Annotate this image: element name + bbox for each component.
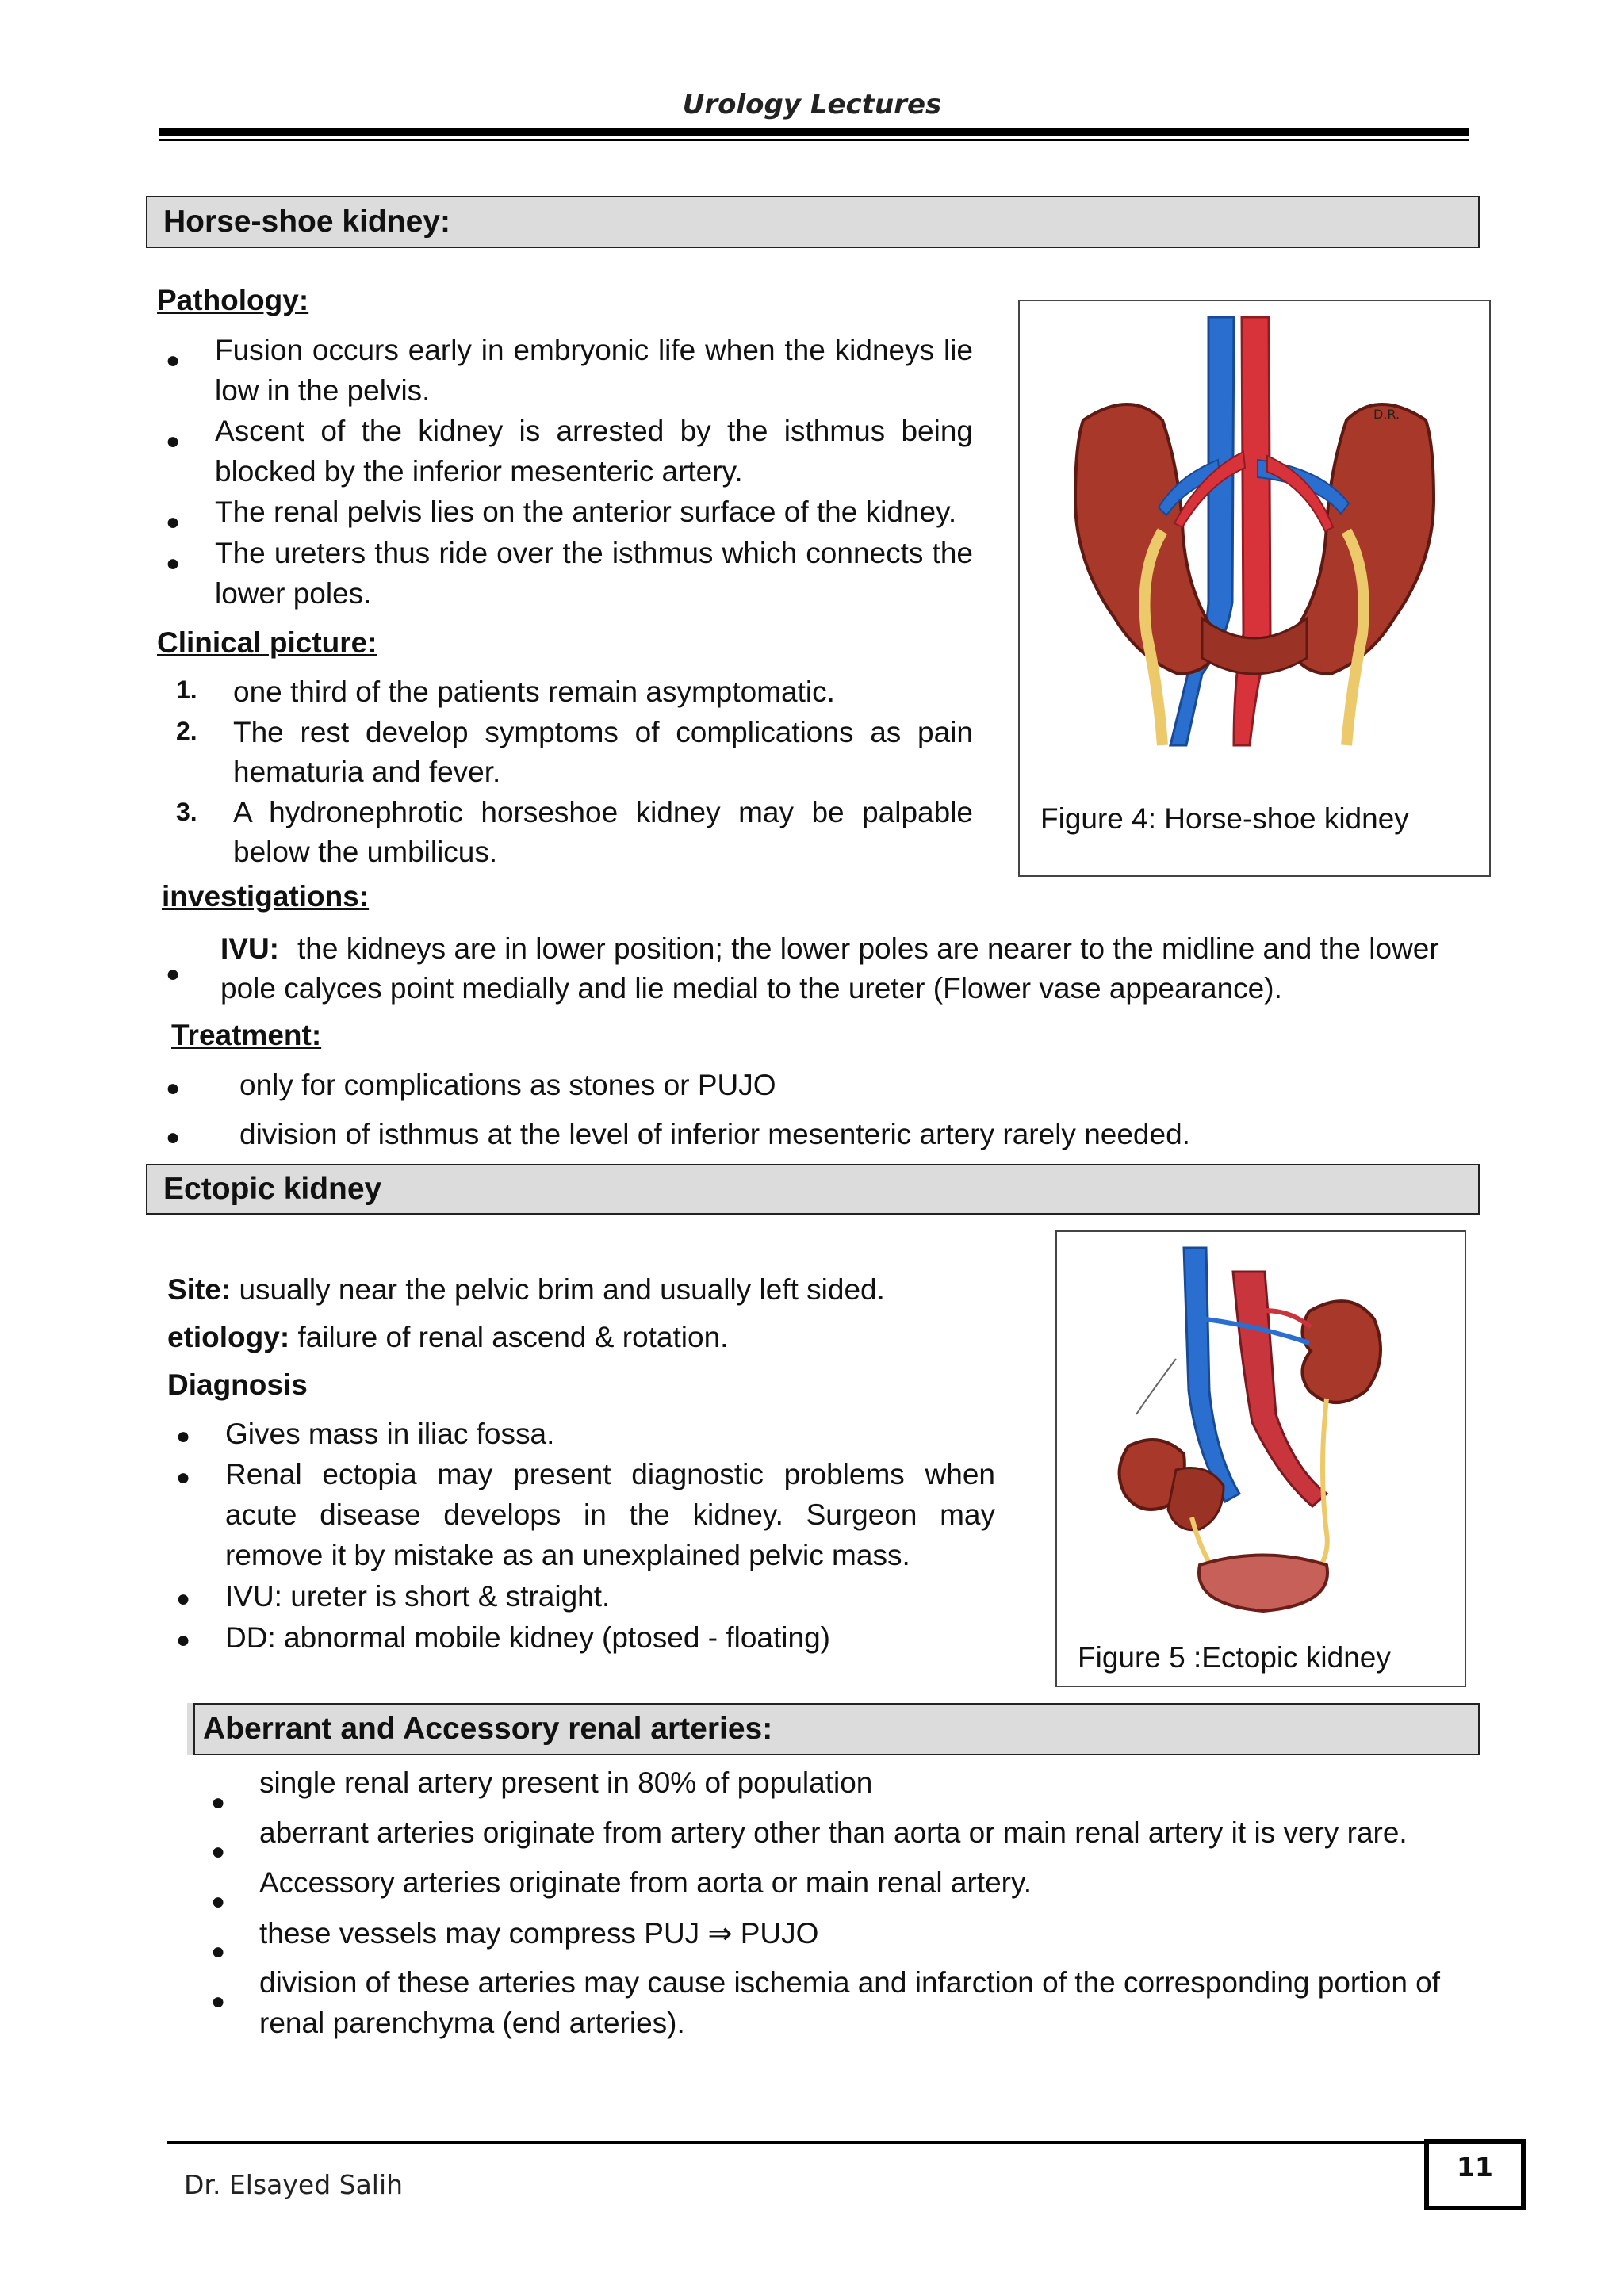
ivu-label: IVU: [220, 932, 279, 965]
diagnosis-title: Diagnosis [167, 1368, 308, 1401]
bullet-icon: ● [176, 1464, 191, 1490]
diagnosis-bullet-4: DD: abnormal mobile kidney (ptosed - floating) [225, 1621, 830, 1654]
clinical-num-1: 1. [176, 675, 197, 704]
clinical-title: Clinical picture: [157, 626, 377, 659]
arteries-bullet-3: Accessory arteries originate from aorta or main renal artery. [259, 1866, 1032, 1899]
header-rule-thin [159, 139, 1469, 141]
ivu-line2: pole calyces point medially and lie medial to the ureter (Flower vase appearance). [220, 972, 1282, 1004]
investigations-title: investigations: [162, 880, 370, 913]
etiology-label: etiology: [167, 1321, 290, 1353]
bullet-icon: ● [176, 1423, 191, 1449]
site-label: Site: [167, 1273, 232, 1306]
bullet-icon: ● [211, 1938, 226, 1965]
treatment-title: Treatment: [171, 1019, 322, 1051]
diagnosis-bullet-1: Gives mass in iliac fossa. [225, 1418, 555, 1450]
illustrator-signature: D.R. [1373, 407, 1400, 422]
diagnosis-bullet-2-line3: remove it by mistake as an unexplained pelvic mass. [225, 1539, 910, 1571]
bullet-icon: ● [211, 1888, 226, 1915]
pathology-title: Pathology: [157, 284, 309, 316]
bullet-icon: ● [166, 509, 181, 535]
bullet-icon: ● [211, 1988, 226, 2015]
header-title: Urology Lectures [682, 89, 942, 121]
bullet-icon: ● [166, 961, 181, 987]
bullet-icon: ● [176, 1627, 191, 1653]
figure-4-caption: Figure 4: Horse-shoe kidney [1040, 802, 1409, 835]
bullet-icon: ● [166, 1124, 181, 1150]
clinical-num-3: 3. [176, 798, 197, 826]
clinical-item-2-line1: The rest develop symptoms of complications as pain [233, 716, 973, 748]
pathology-bullet-1-line2: low in the pelvis. [215, 374, 431, 407]
bullet-icon: ● [211, 1839, 226, 1865]
bullet-icon: ● [176, 1586, 191, 1612]
etiology-text: failure of renal ascend & rotation. [297, 1321, 729, 1353]
diagnosis-bullet-3: IVU: ureter is short & straight. [225, 1580, 611, 1613]
horseshoe-kidney-illustration [1020, 301, 1489, 777]
arteries-bullet-4: these vessels may compress PUJ ⇒ PUJO [259, 1917, 819, 1950]
figure-horseshoe-kidney [1018, 300, 1491, 877]
pathology-bullet-3: The renal pelvis lies on the anterior surface of the kidney. [215, 496, 957, 528]
page-number: 11 [1457, 2152, 1493, 2183]
ivu-line1: the kidneys are in lower position; the lower poles are nearer to the midline and the lower [297, 932, 1439, 965]
section-heading-horseshoe: Horse-shoe kidney: [146, 196, 1480, 248]
section-heading-ectopic: Ectopic kidney [146, 1164, 1480, 1215]
diagnosis-bullet-2-line2: acute disease develops in the kidney. Surgeon may [225, 1498, 995, 1531]
pathology-bullet-2-line1: Ascent of the kidney is arrested by the isthmus being [215, 415, 973, 447]
site-text: usually near the pelvic brim and usually left sided. [239, 1273, 885, 1306]
arteries-bullet-5-line1: division of these arteries may cause ischemia and infarction of the corresponding portion of [259, 1966, 1441, 1999]
bullet-icon: ● [166, 1075, 181, 1101]
figure-ectopic-kidney [1055, 1230, 1466, 1687]
pathology-bullet-2-line2: blocked by the inferior mesenteric artery. [215, 455, 743, 488]
ectopic-site [167, 1273, 885, 1307]
arteries-bullet-5-line2: renal parenchyma (end arteries). [259, 2007, 685, 2039]
diagnosis-bullet-2-line1: Renal ectopia may present diagnostic problems when [225, 1458, 995, 1490]
section-heading-arteries: Aberrant and Accessory renal arteries: [193, 1703, 1480, 1755]
arteries-bullet-1: single renal artery present in 80% of population [259, 1766, 873, 1799]
clinical-item-3-line2: below the umbilicus. [233, 836, 498, 868]
ectopic-kidney-illustration [1057, 1232, 1465, 1621]
page-number-box [1424, 2139, 1526, 2210]
footer-rule [167, 2141, 1435, 2144]
figure-5-caption: Figure 5 :Ectopic kidney [1078, 1641, 1391, 1674]
treatment-bullet-1: only for complications as stones or PUJO [239, 1069, 776, 1101]
bullet-icon: ● [166, 550, 181, 576]
header-rule [159, 128, 1469, 136]
pathology-bullet-1-line1: Fusion occurs early in embryonic life when the kidneys lie [215, 334, 973, 366]
bullet-icon: ● [166, 428, 181, 454]
bullet-icon: ● [211, 1789, 226, 1816]
ectopic-etiology [167, 1321, 728, 1354]
aorta-shape [1234, 317, 1270, 745]
pathology-bullet-4-line2: lower poles. [215, 577, 372, 610]
clinical-item-2-line2: hematuria and fever. [233, 756, 501, 788]
bullet-icon: ● [166, 347, 181, 373]
clinical-item-3-line1: A hydronephrotic horseshoe kidney may be palpable [233, 796, 973, 828]
clinical-num-2: 2. [176, 717, 197, 745]
footer-author: Dr. Elsayed Salih [184, 2169, 404, 2200]
pathology-bullet-4-line1: The ureters thus ride over the isthmus which connects the [215, 537, 973, 569]
treatment-bullet-2: division of isthmus at the level of inferior mesenteric artery rarely needed. [239, 1118, 1190, 1150]
arteries-bullet-2: aberrant arteries originate from artery other than aorta or main renal artery it is very rare. [259, 1816, 1408, 1849]
clinical-item-1: one third of the patients remain asymptomatic. [233, 675, 835, 708]
